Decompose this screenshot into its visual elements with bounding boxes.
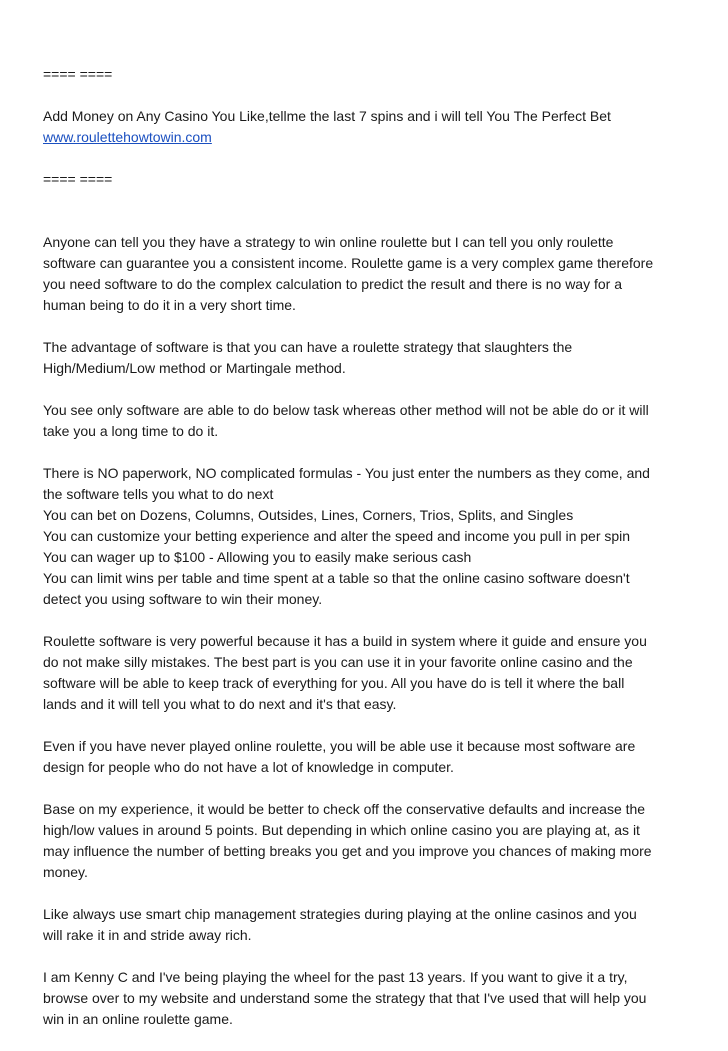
separator-bottom (43, 169, 693, 190)
text-line: design for people who do not have a lot of knowledge in computer. (43, 759, 454, 775)
promo-link[interactable]: www.roulettehowtowin.com (43, 129, 212, 145)
text-line: The advantage of software is that you can have a roulette strategy that slaughters the (43, 339, 573, 355)
text-line: You can wager up to $100 - Allowing you to easily make serious cash (43, 549, 472, 565)
text-line: high/low values in around 5 points. But depending in which online casino you are playing at, as it (43, 822, 640, 838)
text-line: Even if you have never played online roulette, you will be able use it because most software are (43, 738, 636, 754)
text-line: human being to do it in a very short time. (43, 297, 296, 313)
paragraph-intro (43, 232, 693, 316)
text-line: Base on my experience, it would be better to check off the conservative defaults and increase the (43, 801, 646, 817)
text-line: money. (43, 864, 88, 880)
text-line: lands and it will tell you what to do next and it's that easy. (43, 696, 397, 712)
text-line: may influence the number of betting breaks you get and you improve you chances of making more (43, 843, 652, 859)
text-line: do not make silly mistakes. The best part is you can use it in your favorite online casino and the (43, 654, 633, 670)
text-line: win in an online roulette game. (43, 1011, 233, 1027)
text-line: Anyone can tell you they have a strategy to win online roulette but I can tell you only roulette (43, 234, 614, 250)
text-line: You can customize your betting experience and alter the speed and income you pull in per spin (43, 528, 631, 544)
text-line: Like always use smart chip management strategies during playing at the online casinos and you (43, 906, 637, 922)
document-page (43, 64, 693, 1051)
text-line: detect you using software to win their money. (43, 591, 323, 607)
text-line: will rake it in and stride away rich. (43, 927, 252, 943)
paragraph-chip-management (43, 904, 693, 946)
separator-text: ==== ==== (43, 66, 113, 82)
paragraph-feature-list (43, 463, 693, 610)
paragraph-advantage (43, 337, 693, 379)
promo-text: Add Money on Any Casino You Like,tellme the last 7 spins and i will tell You The Perfect Bet (43, 108, 611, 124)
text-line: You can limit wins per table and time spent at a table so that the online casino software doesn't (43, 570, 630, 586)
text-line: I am Kenny C and I've being playing the wheel for the past 13 years. If you want to give it a try, (43, 969, 628, 985)
separator-top (43, 64, 693, 85)
text-line: take you a long time to do it. (43, 423, 219, 439)
text-line: There is NO paperwork, NO complicated formulas - You just enter the numbers as they come, and (43, 465, 650, 481)
paragraph-beginners (43, 736, 693, 778)
promo-block (43, 106, 693, 148)
paragraph-tasks-intro (43, 400, 693, 442)
text-line: the software tells you what to do next (43, 486, 274, 502)
text-line: you need software to do the complex calculation to predict the result and there is no way for a (43, 276, 622, 292)
text-line: software can guarantee you a consistent income. Roulette game is a very complex game therefore (43, 255, 654, 271)
text-line: browse over to my website and understand some the strategy that that I've used that will help you (43, 990, 647, 1006)
separator-text: ==== ==== (43, 171, 113, 187)
paragraph-author (43, 967, 693, 1030)
text-line: Roulette software is very powerful because it has a build in system where it guide and ensure you (43, 633, 647, 649)
text-line: You see only software are able to do below task whereas other method will not be able do or it will (43, 402, 649, 418)
paragraph-experience (43, 799, 693, 883)
paragraph-powerful (43, 631, 693, 715)
text-line: software will be able to keep track of everything for you. All you have do is tell it where the ball (43, 675, 625, 691)
text-line: You can bet on Dozens, Columns, Outsides, Lines, Corners, Trios, Splits, and Singles (43, 507, 574, 523)
text-line: High/Medium/Low method or Martingale method. (43, 360, 346, 376)
